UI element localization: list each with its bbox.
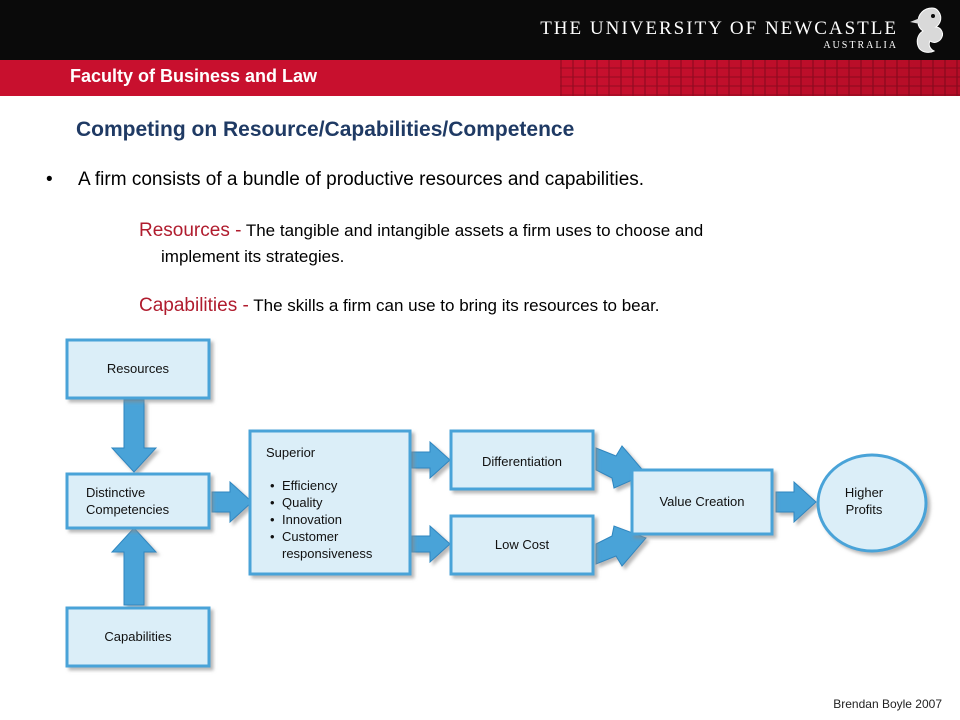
definition-continuation: implement its strategies.: [161, 247, 345, 266]
label-higher: Higher: [844, 485, 884, 500]
bullet-dot: •: [270, 512, 275, 527]
label-superior: Superior: [266, 445, 316, 460]
bullet-dot: •: [270, 478, 275, 493]
university-name: THE UNIVERSITY OF NEWCASTLE: [540, 18, 898, 39]
bullet-dot: •: [270, 495, 275, 510]
definition-text: The skills a firm can use to bring its resources to bear.: [248, 296, 660, 315]
label-value-creation: Value Creation: [659, 494, 745, 509]
label-customer: Customer: [282, 529, 339, 544]
footer-author: Brendan Boyle 2007: [833, 697, 942, 711]
box-distinctive-competencies: [67, 474, 209, 528]
bullet-dot: •: [270, 529, 275, 544]
arrow-superior-lowcost: [412, 526, 450, 562]
definition-resources: [139, 219, 879, 243]
arrow-competencies-right: [212, 482, 252, 522]
competence-diagram: [60, 330, 940, 676]
label-resources: Resources: [106, 361, 170, 376]
faculty-name: Faculty of Business and Law: [70, 66, 318, 86]
label-distinctive-line1: Distinctive: [86, 485, 146, 500]
bullet-marker: •: [46, 169, 53, 190]
label-differentiation: Differentiation: [482, 454, 562, 469]
label-distinctive-line2: Competencies: [86, 502, 170, 517]
arrow-superior-differentiation: [412, 442, 450, 478]
label-low-cost: Low Cost: [494, 537, 550, 552]
label-profits: Profits: [845, 502, 883, 517]
label-efficiency: Efficiency: [282, 478, 338, 493]
label-innovation: Innovation: [282, 512, 342, 527]
slide-title: Competing on Resource/Capabilities/Competence: [76, 118, 575, 141]
arrow-capabilities-up: [112, 528, 156, 605]
definition-capabilities: [139, 294, 899, 318]
definition-term: Resources -: [139, 220, 242, 241]
university-country: AUSTRALIA: [823, 40, 898, 51]
header-building-pattern: [560, 60, 960, 96]
arrow-resources-down: [112, 400, 156, 472]
seahorse-crest-icon: [902, 4, 952, 56]
arrow-value-profits: [776, 482, 816, 522]
definition-text: The tangible and intangible assets a firm uses to choose and: [241, 221, 704, 240]
label-quality: Quality: [282, 495, 323, 510]
bullet-text: A firm consists of a bundle of productive resources and capabilities.: [78, 169, 645, 190]
label-capabilities: Capabilities: [104, 629, 172, 644]
label-responsiveness: responsiveness: [282, 546, 373, 561]
definition-term: Capabilities -: [139, 295, 249, 316]
